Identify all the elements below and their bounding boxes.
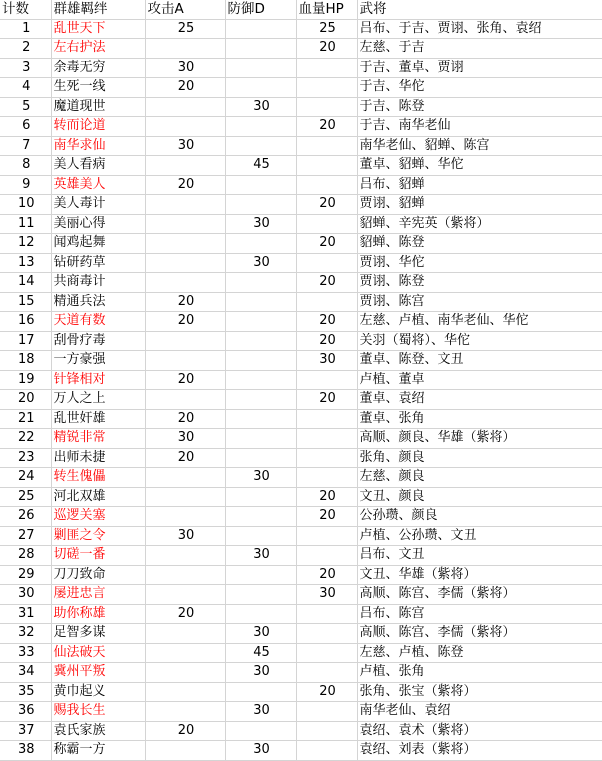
table-row [0,234,602,254]
header-attack[interactable]: 攻击A [145,0,225,19]
table-row [0,351,602,371]
cell-hp[interactable]: 20 [296,312,357,332]
cell-generals[interactable]: 高顺、陈宫、李儒（紫将） [357,585,602,605]
cell-generals[interactable]: 吕布、陈宫 [357,604,602,624]
cell-defense[interactable]: 30 [225,741,296,761]
cell-defense[interactable]: 30 [225,663,296,683]
cell-defense[interactable] [225,19,296,39]
cell-hp[interactable] [296,546,357,566]
table-row [0,721,602,741]
cell-hp[interactable] [296,78,357,98]
cell-generals[interactable]: 董卓、貂蝉、华佗 [357,156,602,176]
cell-count[interactable]: 37 [0,721,51,741]
cell-generals[interactable]: 卢植、张角 [357,663,602,683]
cell-bond-name[interactable]: 左右护法 [51,39,145,59]
cell-bond-name[interactable]: 河北双雄 [51,487,145,507]
cell-bond-name[interactable]: 余毒无穷 [51,58,145,78]
cell-attack[interactable] [145,643,225,663]
cell-defense[interactable] [225,448,296,468]
cell-bond-name[interactable]: 天道有数 [51,312,145,332]
cell-defense[interactable] [225,351,296,371]
cell-defense[interactable] [225,487,296,507]
cell-bond-name[interactable]: 巡逻关塞 [51,507,145,527]
table-row [0,58,602,78]
cell-defense[interactable] [225,721,296,741]
cell-count[interactable]: 17 [0,331,51,351]
cell-generals[interactable]: 贾诩、陈登 [357,273,602,293]
table-row [0,312,602,332]
cell-attack[interactable] [145,682,225,702]
cell-hp[interactable] [296,429,357,449]
cell-defense[interactable] [225,195,296,215]
cell-bond-name[interactable]: 黄巾起义 [51,682,145,702]
header-hp[interactable]: 血量HP [296,0,357,19]
cell-attack[interactable]: 20 [145,604,225,624]
cell-generals[interactable]: 吕布、貂蝉 [357,175,602,195]
cell-generals[interactable]: 张角、张宝（紫将） [357,682,602,702]
cell-bond-name[interactable]: 钻研药草 [51,253,145,273]
cell-count[interactable]: 2 [0,39,51,59]
cell-hp[interactable]: 20 [296,565,357,585]
cell-bond-name[interactable]: 刮骨疗毒 [51,331,145,351]
cell-generals[interactable]: 董卓、张角 [357,409,602,429]
table-row [0,468,602,488]
cell-attack[interactable] [145,546,225,566]
table-row [0,214,602,234]
table-row [0,136,602,156]
cell-attack[interactable]: 20 [145,721,225,741]
cell-hp[interactable] [296,448,357,468]
cell-attack[interactable]: 25 [145,19,225,39]
cell-attack[interactable] [145,702,225,722]
cell-bond-name[interactable]: 切磋一番 [51,546,145,566]
cell-count[interactable]: 38 [0,741,51,761]
cell-attack[interactable] [145,273,225,293]
cell-bond-name[interactable]: 赐我长生 [51,702,145,722]
header-generals[interactable]: 武将 [357,0,602,19]
cell-defense[interactable] [225,117,296,137]
cell-attack[interactable] [145,624,225,644]
cell-hp[interactable]: 20 [296,507,357,527]
table-row [0,507,602,527]
cell-generals[interactable]: 于吉、董卓、贾诩 [357,58,602,78]
cell-generals[interactable]: 卢植、董卓 [357,370,602,390]
cell-attack[interactable] [145,507,225,527]
cell-hp[interactable] [296,526,357,546]
cell-generals[interactable]: 董卓、陈登、文丑 [357,351,602,371]
cell-generals[interactable]: 左慈、卢植、南华老仙、华佗 [357,312,602,332]
cell-defense[interactable] [225,39,296,59]
cell-attack[interactable]: 20 [145,292,225,312]
cell-count[interactable]: 30 [0,585,51,605]
cell-attack[interactable]: 20 [145,175,225,195]
cell-attack[interactable] [145,117,225,137]
cell-generals[interactable]: 袁绍、刘表（紫将） [357,741,602,761]
cell-count[interactable]: 5 [0,97,51,117]
cell-attack[interactable] [145,214,225,234]
header-bond[interactable]: 群雄羁绊 [51,0,145,19]
table-row [0,741,602,761]
cell-defense[interactable]: 30 [225,214,296,234]
cell-bond-name[interactable]: 称霸一方 [51,741,145,761]
cell-bond-name[interactable]: 冀州平叛 [51,663,145,683]
cell-defense[interactable]: 45 [225,643,296,663]
cell-bond-name[interactable]: 美丽心得 [51,214,145,234]
table-row [0,546,602,566]
cell-count[interactable]: 14 [0,273,51,293]
cell-hp[interactable]: 30 [296,585,357,605]
cell-hp[interactable] [296,253,357,273]
cell-bond-name[interactable]: 屡进忠言 [51,585,145,605]
header-count[interactable]: 计数 [0,0,51,19]
cell-attack[interactable] [145,253,225,273]
cell-hp[interactable]: 20 [296,39,357,59]
table-row [0,175,602,195]
cell-count[interactable]: 34 [0,663,51,683]
cell-bond-name[interactable]: 美人看病 [51,156,145,176]
cell-hp[interactable]: 20 [296,487,357,507]
table-row [0,624,602,644]
cell-hp[interactable] [296,604,357,624]
cell-defense[interactable] [225,390,296,410]
cell-defense[interactable] [225,78,296,98]
cell-generals[interactable]: 卢植、公孙瓒、文丑 [357,526,602,546]
cell-hp[interactable]: 25 [296,19,357,39]
cell-defense[interactable]: 30 [225,97,296,117]
cell-attack[interactable]: 30 [145,526,225,546]
table-row [0,487,602,507]
cell-count[interactable]: 35 [0,682,51,702]
cell-attack[interactable] [145,97,225,117]
table-row [0,117,602,137]
cell-hp[interactable] [296,175,357,195]
cell-attack[interactable]: 20 [145,409,225,429]
cell-defense[interactable]: 30 [225,546,296,566]
cell-hp[interactable] [296,643,357,663]
cell-count[interactable]: 29 [0,565,51,585]
cell-generals[interactable]: 貂蝉、辛宪英（紫将） [357,214,602,234]
cell-defense[interactable] [225,682,296,702]
cell-generals[interactable]: 董卓、袁绍 [357,390,602,410]
table-row [0,429,602,449]
cell-generals[interactable]: 于吉、陈登 [357,97,602,117]
cell-count[interactable]: 32 [0,624,51,644]
cell-defense[interactable] [225,526,296,546]
cell-defense[interactable] [225,370,296,390]
cell-bond-name[interactable]: 精锐非常 [51,429,145,449]
cell-attack[interactable]: 20 [145,312,225,332]
cell-hp[interactable]: 20 [296,117,357,137]
table-row [0,292,602,312]
cell-bond-name[interactable]: 助你称雄 [51,604,145,624]
table-row [0,370,602,390]
header-row [0,0,602,19]
cell-count[interactable]: 13 [0,253,51,273]
cell-bond-name[interactable]: 剿匪之令 [51,526,145,546]
table-row [0,19,602,39]
cell-generals[interactable]: 左慈、卢植、陈登 [357,643,602,663]
cell-generals[interactable]: 吕布、于吉、贾诩、张角、袁绍 [357,19,602,39]
cell-attack[interactable] [145,351,225,371]
cell-count[interactable]: 33 [0,643,51,663]
cell-count[interactable]: 8 [0,156,51,176]
cell-count[interactable]: 31 [0,604,51,624]
cell-defense[interactable]: 30 [225,624,296,644]
table-row [0,682,602,702]
cell-hp[interactable] [296,136,357,156]
header-defense[interactable]: 防御D [225,0,296,19]
cell-hp[interactable] [296,214,357,234]
cell-defense[interactable] [225,234,296,254]
cell-attack[interactable] [145,390,225,410]
table-row [0,409,602,429]
cell-bond-name[interactable]: 出师未捷 [51,448,145,468]
cell-hp[interactable] [296,156,357,176]
cell-defense[interactable] [225,58,296,78]
cell-hp[interactable] [296,58,357,78]
cell-bond-name[interactable]: 一方豪强 [51,351,145,371]
cell-hp[interactable]: 20 [296,390,357,410]
cell-count[interactable]: 25 [0,487,51,507]
cell-hp[interactable] [296,97,357,117]
cell-count[interactable]: 23 [0,448,51,468]
cell-bond-name[interactable]: 南华求仙 [51,136,145,156]
table-row [0,448,602,468]
cell-generals[interactable]: 贾诩、陈宫 [357,292,602,312]
cell-attack[interactable]: 30 [145,58,225,78]
cell-generals[interactable]: 文丑、华雄（紫将） [357,565,602,585]
cell-hp[interactable] [296,624,357,644]
cell-defense[interactable] [225,585,296,605]
cell-hp[interactable]: 20 [296,331,357,351]
cell-attack[interactable] [145,487,225,507]
table-row [0,253,602,273]
cell-count[interactable]: 9 [0,175,51,195]
cell-attack[interactable]: 20 [145,448,225,468]
cell-generals[interactable]: 貂蝉、陈登 [357,234,602,254]
cell-count[interactable]: 6 [0,117,51,137]
cell-count[interactable]: 15 [0,292,51,312]
cell-defense[interactable] [225,136,296,156]
table-row [0,39,602,59]
cell-attack[interactable]: 20 [145,370,225,390]
cell-defense[interactable] [225,175,296,195]
cell-generals[interactable]: 南华老仙、貂蝉、陈宫 [357,136,602,156]
cell-bond-name[interactable]: 转生傀儡 [51,468,145,488]
cell-attack[interactable] [145,468,225,488]
cell-defense[interactable] [225,565,296,585]
cell-generals[interactable]: 左慈、于吉 [357,39,602,59]
cell-generals[interactable]: 高顺、颜良、华雄（紫将） [357,429,602,449]
cell-attack[interactable] [145,565,225,585]
cell-hp[interactable]: 20 [296,234,357,254]
cell-bond-name[interactable]: 刀刀致命 [51,565,145,585]
table-row [0,604,602,624]
cell-defense[interactable] [225,429,296,449]
cell-hp[interactable] [296,702,357,722]
table-row [0,643,602,663]
cell-attack[interactable]: 20 [145,78,225,98]
table-row [0,390,602,410]
cell-count[interactable]: 27 [0,526,51,546]
cell-attack[interactable]: 30 [145,136,225,156]
cell-generals[interactable]: 贾诩、貂蝉 [357,195,602,215]
table-row [0,97,602,117]
cell-bond-name[interactable]: 精通兵法 [51,292,145,312]
cell-count[interactable]: 28 [0,546,51,566]
cell-generals[interactable]: 贾诩、华佗 [357,253,602,273]
cell-defense[interactable] [225,312,296,332]
cell-hp[interactable] [296,370,357,390]
table-row [0,526,602,546]
cell-defense[interactable] [225,273,296,293]
cell-bond-name[interactable]: 袁氏家族 [51,721,145,741]
cell-hp[interactable]: 20 [296,682,357,702]
cell-count[interactable]: 1 [0,19,51,39]
cell-defense[interactable] [225,604,296,624]
cell-count[interactable]: 26 [0,507,51,527]
table-row [0,273,602,293]
cell-defense[interactable] [225,331,296,351]
cell-hp[interactable]: 30 [296,351,357,371]
table-row [0,331,602,351]
cell-attack[interactable]: 30 [145,429,225,449]
cell-count[interactable]: 21 [0,409,51,429]
cell-hp[interactable] [296,741,357,761]
cell-count[interactable]: 11 [0,214,51,234]
cell-hp[interactable] [296,663,357,683]
cell-defense[interactable] [225,507,296,527]
cell-defense[interactable]: 30 [225,468,296,488]
cell-count[interactable]: 22 [0,429,51,449]
cell-attack[interactable] [145,234,225,254]
cell-generals[interactable]: 袁绍、袁术（紫将） [357,721,602,741]
cell-hp[interactable] [296,409,357,429]
cell-bond-name[interactable]: 仙法破天 [51,643,145,663]
cell-attack[interactable] [145,741,225,761]
cell-generals[interactable]: 文丑、颜良 [357,487,602,507]
cell-hp[interactable] [296,292,357,312]
table-row [0,156,602,176]
table-row [0,565,602,585]
cell-count[interactable]: 4 [0,78,51,98]
cell-count[interactable]: 20 [0,390,51,410]
cell-count[interactable]: 12 [0,234,51,254]
cell-bond-name[interactable]: 英雄美人 [51,175,145,195]
cell-attack[interactable] [145,156,225,176]
cell-hp[interactable]: 20 [296,195,357,215]
table-row [0,585,602,605]
cell-attack[interactable] [145,585,225,605]
cell-count[interactable]: 18 [0,351,51,371]
cell-bond-name[interactable]: 转而论道 [51,117,145,137]
cell-defense[interactable] [225,409,296,429]
cell-generals[interactable]: 公孙瓒、颜良 [357,507,602,527]
cell-bond-name[interactable]: 针锋相对 [51,370,145,390]
cell-bond-name[interactable]: 生死一线 [51,78,145,98]
table-row [0,702,602,722]
cell-hp[interactable]: 20 [296,273,357,293]
cell-defense[interactable]: 45 [225,156,296,176]
cell-bond-name[interactable]: 魔道现世 [51,97,145,117]
cell-bond-name[interactable]: 乱世天下 [51,19,145,39]
cell-bond-name[interactable]: 共商毒计 [51,273,145,293]
cell-bond-name[interactable]: 乱世奸雄 [51,409,145,429]
cell-count[interactable]: 16 [0,312,51,332]
cell-count[interactable]: 19 [0,370,51,390]
cell-generals[interactable]: 关羽（蜀将）、华佗 [357,331,602,351]
cell-defense[interactable]: 30 [225,702,296,722]
cell-attack[interactable] [145,331,225,351]
cell-hp[interactable] [296,721,357,741]
table-row [0,663,602,683]
cell-count[interactable]: 7 [0,136,51,156]
cell-defense[interactable]: 30 [225,253,296,273]
cell-attack[interactable] [145,195,225,215]
cell-generals[interactable]: 于吉、南华老仙 [357,117,602,137]
cell-attack[interactable] [145,663,225,683]
cell-count[interactable]: 3 [0,58,51,78]
cell-generals[interactable]: 于吉、华佗 [357,78,602,98]
cell-generals[interactable]: 南华老仙、袁绍 [357,702,602,722]
cell-generals[interactable]: 吕布、文丑 [357,546,602,566]
cell-generals[interactable]: 左慈、颜良 [357,468,602,488]
cell-generals[interactable]: 张角、颜良 [357,448,602,468]
cell-bond-name[interactable]: 美人毒计 [51,195,145,215]
cell-hp[interactable] [296,468,357,488]
cell-bond-name[interactable]: 万人之上 [51,390,145,410]
table-row [0,195,602,215]
table-row [0,78,602,98]
cell-attack[interactable] [145,39,225,59]
cell-bond-name[interactable]: 足智多谋 [51,624,145,644]
cell-bond-name[interactable]: 闻鸡起舞 [51,234,145,254]
cell-defense[interactable] [225,292,296,312]
cell-count[interactable]: 36 [0,702,51,722]
cell-count[interactable]: 10 [0,195,51,215]
cell-generals[interactable]: 高顺、陈宫、李儒（紫将） [357,624,602,644]
cell-count[interactable]: 24 [0,468,51,488]
